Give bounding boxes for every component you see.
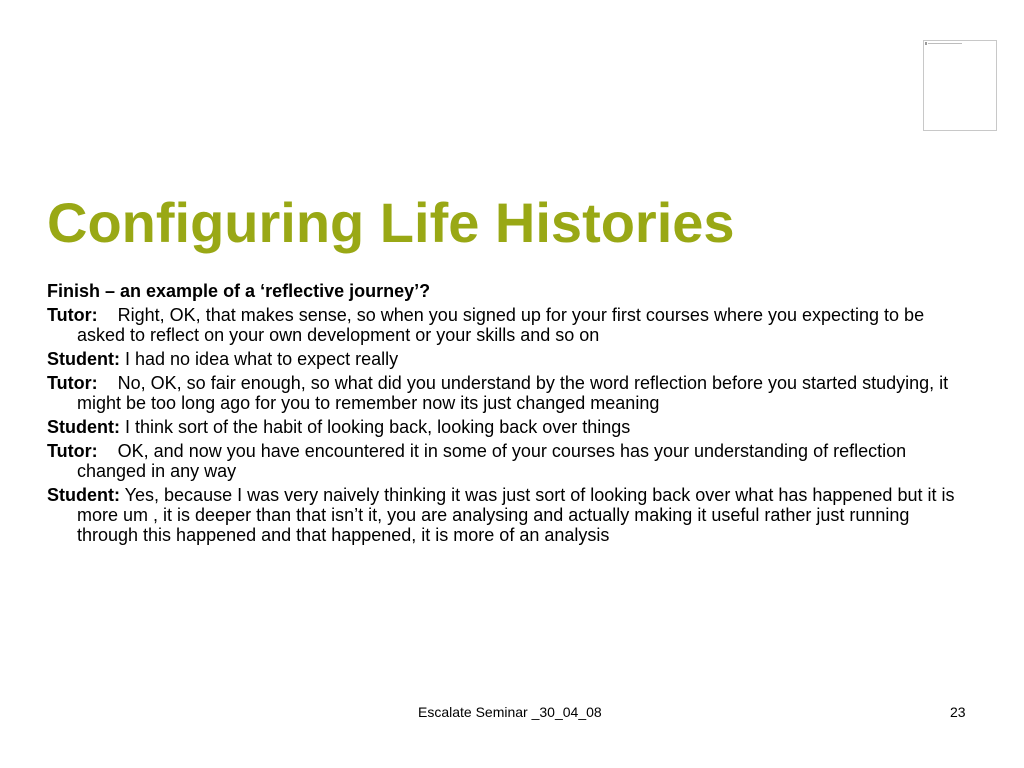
speaker-label: Tutor: xyxy=(47,305,98,325)
dialogue-text: OK, and now you have encountered it in some of your courses has your understanding of reflection changed in any way xyxy=(77,441,907,481)
speaker-label: Student: xyxy=(47,485,120,505)
footer-text: Escalate Seminar _30_04_08 xyxy=(418,704,602,720)
dialogue-entry xyxy=(47,441,962,481)
dialogue-text: I think sort of the habit of looking back, looking back over things xyxy=(125,417,631,437)
dialogue-entry xyxy=(47,417,962,437)
dialogue-text: Right, OK, that makes sense, so when you signed up for your first courses where you expecting to be asked to reflect on your own development or your skills and so on xyxy=(77,305,925,345)
page-number: 23 xyxy=(950,704,966,720)
dialogue-text: Yes, because I was very naively thinking it was just sort of looking back over what has happened but it is more um , it is deeper than that isn’t it, you are analysing and actually making it useful rather just running through this happened and that happened, it is more of an analysis xyxy=(77,485,955,545)
dialogue-entry xyxy=(47,485,962,545)
dialogue-text: I had no idea what to expect really xyxy=(125,349,399,369)
dialogue-entry xyxy=(47,305,962,345)
content-heading: Finish – an example of a ‘reflective journey’? xyxy=(47,281,431,301)
dialogue-entry xyxy=(47,349,962,369)
slide-content xyxy=(47,281,962,549)
speaker-label: Tutor: xyxy=(47,373,98,393)
speaker-label: Tutor: xyxy=(47,441,98,461)
speaker-label: Student: xyxy=(47,417,120,437)
dialogue-entry xyxy=(47,373,962,413)
thumbnail-text-line xyxy=(928,43,962,44)
thumbnail-mark xyxy=(925,42,927,45)
speaker-label: Student: xyxy=(47,349,120,369)
slide-thumbnail xyxy=(923,40,997,131)
slide-title: Configuring Life Histories xyxy=(47,191,735,254)
dialogue-text: No, OK, so fair enough, so what did you understand by the word reflection before you started studying, it might be too long ago for you to remember now its just changed meaning xyxy=(77,373,949,413)
